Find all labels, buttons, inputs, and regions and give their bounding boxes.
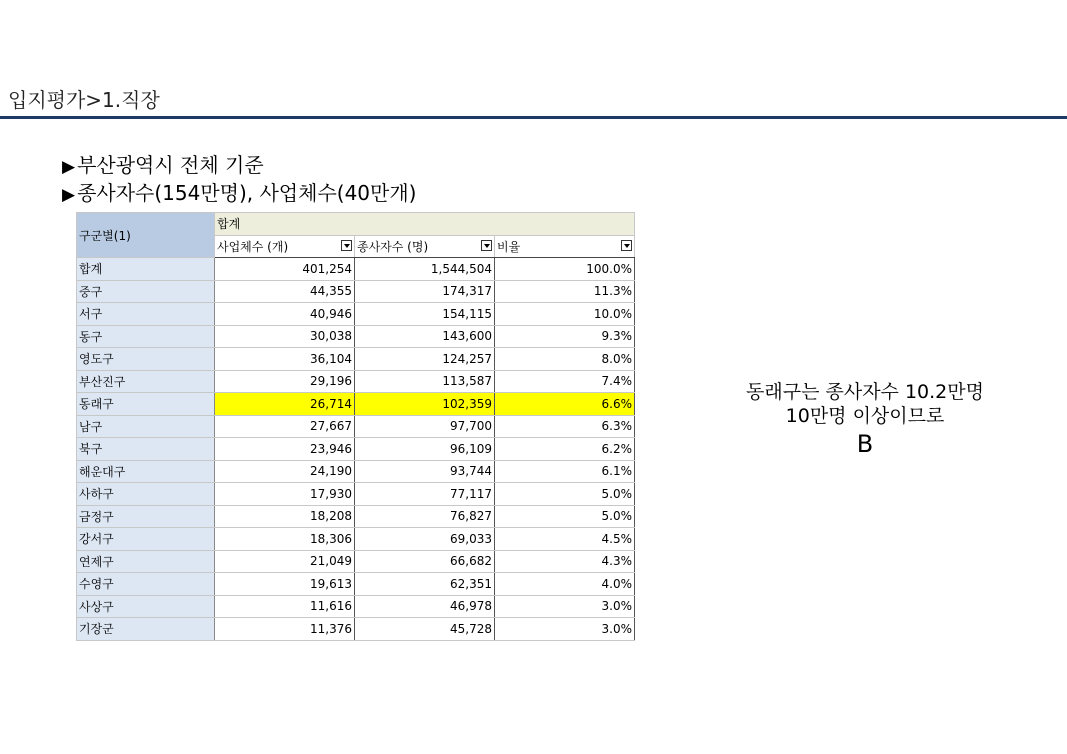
- cell-biz-count: 11,616: [215, 595, 355, 618]
- row-label: 합계: [77, 258, 215, 281]
- triangle-bullet-icon: ▶: [62, 157, 76, 177]
- table-row: [77, 280, 635, 303]
- row-label: 사하구: [77, 483, 215, 506]
- conclusion-note: [700, 380, 1030, 460]
- cell-employee-count: 102,359: [355, 393, 495, 416]
- row-label: 동래구: [77, 393, 215, 416]
- table-row: [77, 258, 635, 281]
- column-header-label: 사업체수 (개): [217, 239, 289, 254]
- cell-ratio: 6.2%: [495, 438, 635, 461]
- cell-ratio: 100.0%: [495, 258, 635, 281]
- row-header-label: 구군별(1): [77, 213, 215, 258]
- cell-ratio: 7.4%: [495, 370, 635, 393]
- cell-ratio: 9.3%: [495, 325, 635, 348]
- table-row: [77, 483, 635, 506]
- column-header-label: 비율: [497, 239, 521, 254]
- row-label: 금정구: [77, 505, 215, 528]
- table-row: [77, 573, 635, 596]
- filter-dropdown-icon[interactable]: [481, 240, 492, 251]
- table-row: [77, 393, 635, 416]
- bullet-list: [62, 152, 416, 208]
- row-label: 서구: [77, 303, 215, 326]
- cell-ratio: 10.0%: [495, 303, 635, 326]
- table-row: [77, 550, 635, 573]
- cell-ratio: 11.3%: [495, 280, 635, 303]
- row-label: 동구: [77, 325, 215, 348]
- cell-employee-count: 97,700: [355, 415, 495, 438]
- row-label: 남구: [77, 415, 215, 438]
- table-row: [77, 438, 635, 461]
- cell-employee-count: 113,587: [355, 370, 495, 393]
- bullet-item: [62, 152, 416, 180]
- cell-ratio: 6.6%: [495, 393, 635, 416]
- bullet-item: [62, 180, 416, 208]
- cell-biz-count: 19,613: [215, 573, 355, 596]
- cell-employee-count: 62,351: [355, 573, 495, 596]
- triangle-bullet-icon: ▶: [62, 185, 76, 205]
- cell-biz-count: 11,376: [215, 618, 355, 641]
- cell-employee-count: 77,117: [355, 483, 495, 506]
- cell-ratio: 4.5%: [495, 528, 635, 551]
- cell-ratio: 8.0%: [495, 348, 635, 371]
- cell-ratio: 6.3%: [495, 415, 635, 438]
- table-row: [77, 595, 635, 618]
- page-title: 입지평가>1.직장: [8, 88, 160, 112]
- cell-biz-count: 29,196: [215, 370, 355, 393]
- row-label: 중구: [77, 280, 215, 303]
- row-label: 수영구: [77, 573, 215, 596]
- row-label: 영도구: [77, 348, 215, 371]
- cell-biz-count: 401,254: [215, 258, 355, 281]
- employment-table: [76, 212, 635, 641]
- cell-biz-count: 36,104: [215, 348, 355, 371]
- cell-employee-count: 1,544,504: [355, 258, 495, 281]
- bullet-text: 부산광역시 전체 기준: [77, 153, 264, 177]
- table-row: [77, 415, 635, 438]
- cell-biz-count: 24,190: [215, 460, 355, 483]
- cell-biz-count: 27,667: [215, 415, 355, 438]
- column-header-biz[interactable]: [215, 235, 355, 258]
- row-label: 기장군: [77, 618, 215, 641]
- table-row: [77, 460, 635, 483]
- column-header-ratio[interactable]: [495, 235, 635, 258]
- row-label: 해운대구: [77, 460, 215, 483]
- cell-employee-count: 69,033: [355, 528, 495, 551]
- row-label: 연제구: [77, 550, 215, 573]
- row-label: 강서구: [77, 528, 215, 551]
- cell-biz-count: 18,306: [215, 528, 355, 551]
- grade-label: B: [856, 430, 874, 458]
- table-row: [77, 303, 635, 326]
- table-row: [77, 348, 635, 371]
- cell-employee-count: 174,317: [355, 280, 495, 303]
- cell-ratio: 5.0%: [495, 483, 635, 506]
- table-row: [77, 325, 635, 348]
- cell-biz-count: 18,208: [215, 505, 355, 528]
- note-line: 10만명 이상이므로: [785, 405, 945, 427]
- cell-employee-count: 93,744: [355, 460, 495, 483]
- table-body: [77, 258, 635, 641]
- cell-employee-count: 96,109: [355, 438, 495, 461]
- table-row: [77, 528, 635, 551]
- cell-ratio: 3.0%: [495, 595, 635, 618]
- cell-ratio: 4.0%: [495, 573, 635, 596]
- cell-biz-count: 26,714: [215, 393, 355, 416]
- column-group-label: 합계: [215, 213, 635, 236]
- filter-dropdown-icon[interactable]: [341, 240, 352, 251]
- filter-dropdown-icon[interactable]: [621, 240, 632, 251]
- cell-employee-count: 46,978: [355, 595, 495, 618]
- column-header-emp[interactable]: [355, 235, 495, 258]
- cell-employee-count: 124,257: [355, 348, 495, 371]
- cell-ratio: 6.1%: [495, 460, 635, 483]
- cell-ratio: 5.0%: [495, 505, 635, 528]
- cell-biz-count: 21,049: [215, 550, 355, 573]
- row-label: 부산진구: [77, 370, 215, 393]
- cell-biz-count: 23,946: [215, 438, 355, 461]
- cell-biz-count: 40,946: [215, 303, 355, 326]
- cell-employee-count: 143,600: [355, 325, 495, 348]
- cell-biz-count: 17,930: [215, 483, 355, 506]
- cell-ratio: 4.3%: [495, 550, 635, 573]
- table-row: [77, 505, 635, 528]
- cell-employee-count: 76,827: [355, 505, 495, 528]
- cell-employee-count: 45,728: [355, 618, 495, 641]
- column-header-label: 종사자수 (명): [357, 239, 429, 254]
- row-label: 사상구: [77, 595, 215, 618]
- cell-employee-count: 154,115: [355, 303, 495, 326]
- note-line: 동래구는 종사자수 10.2만명: [746, 381, 984, 403]
- cell-biz-count: 30,038: [215, 325, 355, 348]
- table-row: [77, 370, 635, 393]
- row-label: 북구: [77, 438, 215, 461]
- title-divider: [0, 116, 1067, 119]
- cell-employee-count: 66,682: [355, 550, 495, 573]
- table-row: [77, 618, 635, 641]
- cell-biz-count: 44,355: [215, 280, 355, 303]
- bullet-text: 종사자수(154만명), 사업체수(40만개): [77, 181, 417, 205]
- cell-ratio: 3.0%: [495, 618, 635, 641]
